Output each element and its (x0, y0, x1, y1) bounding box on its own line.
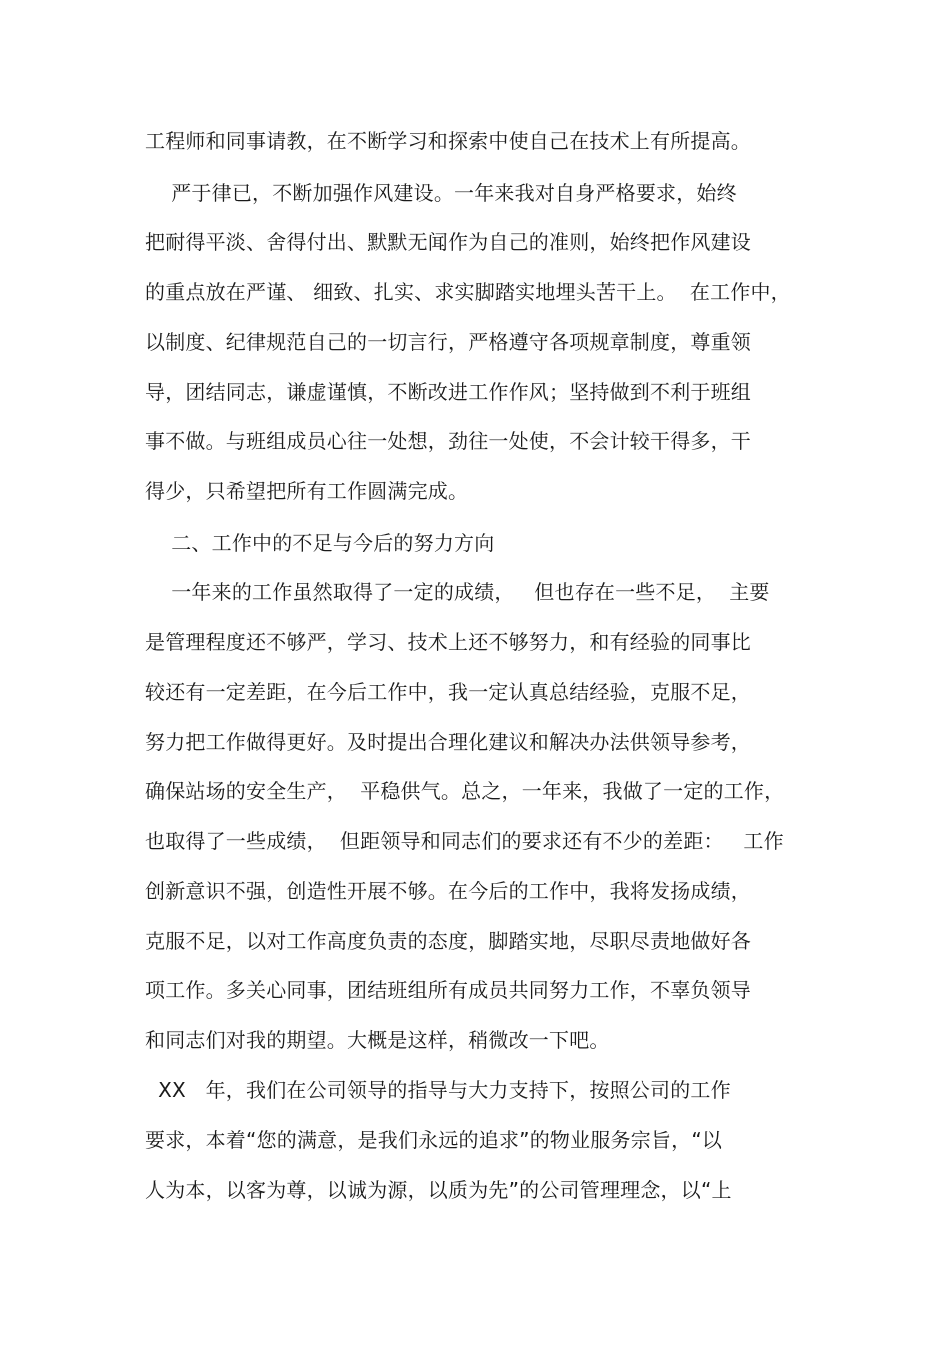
section-heading: 二、工作中的不足与今后的努力方向 (145, 531, 495, 555)
text-line: 把耐得平淡、舍得付出、默默无闻作为自己的准则，始终把作风建设 (145, 230, 751, 254)
text-line: 事不做。与班组成员心往一处想，劲往一处使，不会计较干得多，干 (145, 429, 751, 453)
text-line: 和同志们对我的期望。大概是这样，稍微改一下吧。 (145, 1028, 610, 1052)
text-line: 项工作。多关心同事，团结班组所有成员共同努力工作，不辜负领导 (145, 978, 751, 1002)
text-line: XX 年，我们在公司领导的指导与大力支持下，按照公司的工作 (145, 1078, 731, 1102)
text-line: 要求，本着“您的满意，是我们永远的追求”的物业服务宗旨，“以 (145, 1128, 723, 1152)
text-line: 得少，只希望把所有工作圆满完成。 (145, 479, 469, 503)
text-line: 的重点放在严谨、 细致、扎实、求实脚踏实地埋头苦干上。 在工作中， (145, 280, 791, 304)
text-line: 创新意识不强，创造性开展不够。在今后的工作中，我将发扬成绩， (145, 879, 751, 903)
text-line: 较还有一定差距，在今后工作中，我一定认真总结经验，克服不足， (145, 680, 751, 704)
text-line: 人为本，以客为尊，以诚为源，以质为先”的公司管理理念，以“上 (145, 1178, 732, 1202)
text-line: 工程师和同事请教，在不断学习和探索中使自己在技术上有所提高。 (145, 129, 751, 153)
text-line: 一年来的工作虽然取得了一定的成绩， 但也存在一些不足， 主要 (145, 580, 770, 604)
text-line: 也取得了一些成绩， 但距领导和同志们的要求还有不少的差距： 工作 (145, 829, 784, 853)
text-line: 是管理程度还不够严，学习、技术上还不够努力，和有经验的同事比 (145, 630, 751, 654)
text-line: 导，团结同志，谦虚谨慎，不断改进工作作风；坚持做到不利于班组 (145, 380, 751, 404)
text-line: 以制度、纪律规范自己的一切言行，严格遵守各项规章制度，尊重领 (145, 330, 751, 354)
text-line: 确保站场的安全生产， 平稳供气。总之，一年来，我做了一定的工作， (145, 779, 785, 803)
text-line: 努力把工作做得更好。及时提出合理化建议和解决办法供领导参考， (145, 730, 751, 754)
text-line: 严于律已，不断加强作风建设。一年来我对自身严格要求，始终 (145, 181, 737, 205)
text-line: 克服不足，以对工作高度负责的态度，脚踏实地，尽职尽责地做好各 (145, 929, 751, 953)
